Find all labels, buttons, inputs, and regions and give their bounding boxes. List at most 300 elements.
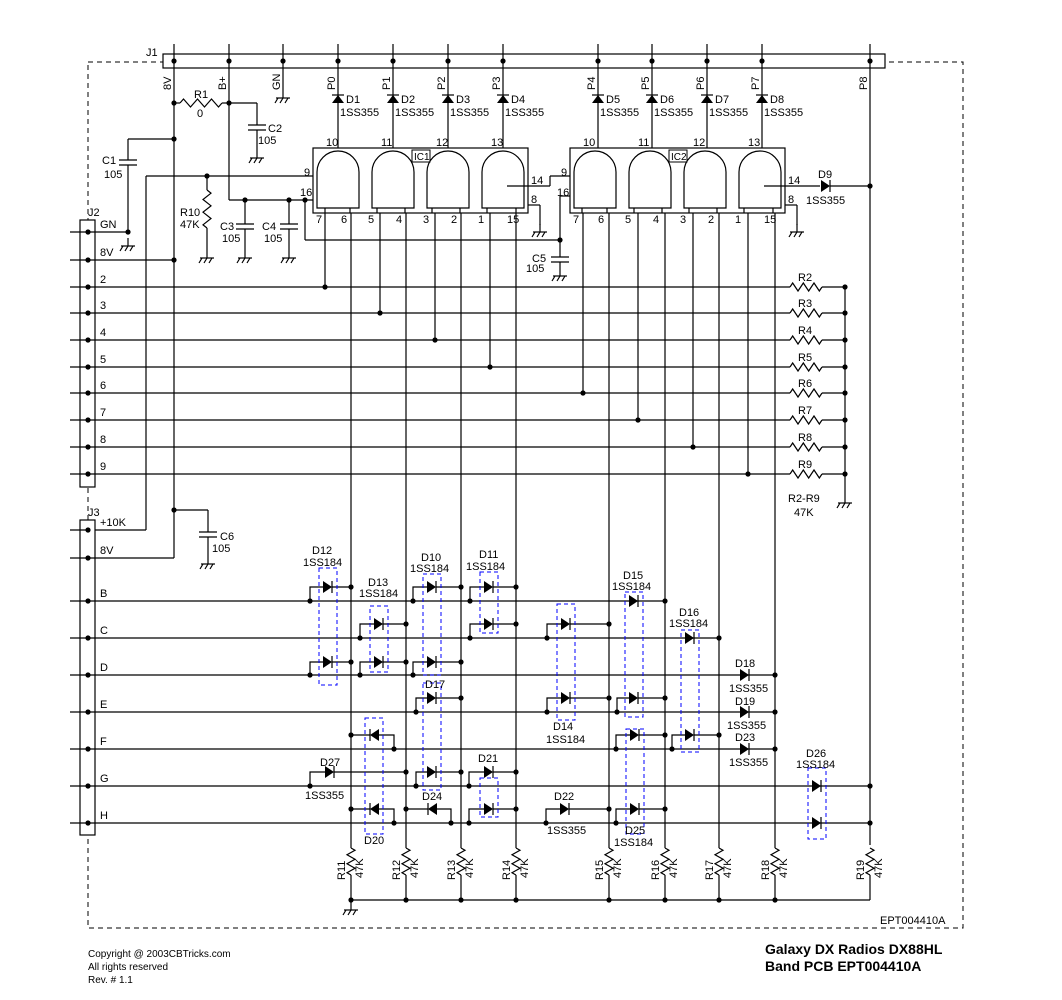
junction-dot bbox=[544, 635, 549, 640]
label: R7 bbox=[798, 405, 813, 417]
connector-pin-label: 3 bbox=[100, 300, 107, 312]
wire bbox=[547, 698, 561, 712]
label: R16 bbox=[650, 859, 662, 880]
wire bbox=[547, 624, 561, 638]
diode-array-outline bbox=[808, 768, 826, 839]
connector-pin-label: 5 bbox=[100, 354, 107, 366]
diode-symbol bbox=[756, 95, 768, 103]
ground-symbol bbox=[286, 258, 289, 263]
and-gate-symbol bbox=[574, 151, 616, 208]
connector-pin-label: 2 bbox=[100, 274, 107, 286]
wire bbox=[379, 809, 394, 823]
label: R11 bbox=[336, 860, 348, 880]
diode-ref: D17 bbox=[425, 679, 446, 691]
pin-number: 2 bbox=[451, 214, 458, 226]
diode-symbol bbox=[592, 95, 604, 103]
diode-symbol bbox=[427, 692, 436, 704]
ground-symbol bbox=[130, 246, 133, 251]
ground-symbol bbox=[204, 258, 207, 263]
connector-pin-label: 8V bbox=[162, 76, 174, 90]
diode-ref: D22 bbox=[554, 791, 575, 803]
and-gate-symbol bbox=[427, 151, 469, 208]
label: R6 bbox=[798, 378, 813, 390]
pin-number: 9 bbox=[304, 167, 311, 179]
ground-symbol bbox=[847, 503, 850, 508]
diode-value: 1SS184 bbox=[796, 759, 836, 771]
ground-symbol bbox=[200, 564, 203, 569]
junction-dot bbox=[467, 635, 472, 640]
diode-ref: D15 bbox=[623, 570, 644, 582]
wire bbox=[469, 772, 484, 786]
junction-dot bbox=[662, 806, 667, 811]
diode-triangle bbox=[630, 729, 639, 741]
label: 47K bbox=[354, 858, 366, 878]
diode-value: 1SS355 bbox=[547, 825, 587, 837]
label: 47K bbox=[464, 858, 476, 878]
label: 105 bbox=[264, 233, 283, 245]
diode-symbol bbox=[374, 618, 383, 630]
connector-pin-label: P7 bbox=[750, 76, 762, 90]
diode-triangle bbox=[387, 95, 399, 103]
pin-number: 1 bbox=[735, 214, 742, 226]
board-outline bbox=[88, 62, 963, 928]
ground-symbol bbox=[125, 246, 128, 251]
label: C4 bbox=[262, 221, 277, 233]
ground-symbol bbox=[210, 564, 213, 569]
label: R15 bbox=[594, 859, 606, 880]
junction-dot bbox=[458, 584, 463, 589]
connector-pin-label: B+ bbox=[217, 76, 229, 90]
diode-triangle bbox=[560, 803, 569, 815]
label: R10 bbox=[180, 207, 201, 219]
diode-symbol bbox=[427, 656, 436, 668]
diode-ref: D27 bbox=[320, 757, 341, 769]
diode-symbol bbox=[561, 692, 570, 704]
pin-number: 7 bbox=[573, 214, 580, 226]
diode-triangle bbox=[427, 581, 436, 593]
resistor-symbol bbox=[790, 283, 822, 291]
junction-dot bbox=[662, 732, 667, 737]
ic-ref: IC1 bbox=[414, 152, 430, 163]
wire bbox=[416, 698, 427, 712]
connector-pin-label: C bbox=[100, 625, 108, 637]
ic-ref: IC2 bbox=[671, 152, 687, 163]
connector-pin-label: 4 bbox=[100, 327, 107, 339]
wire bbox=[360, 662, 374, 675]
junction-dot bbox=[391, 820, 396, 825]
label: R5 bbox=[798, 352, 813, 364]
label: R2 bbox=[798, 272, 813, 284]
label: 105 bbox=[104, 169, 123, 181]
ground-symbol bbox=[281, 258, 284, 263]
junction-dot bbox=[513, 806, 518, 811]
junction-dot bbox=[867, 820, 872, 825]
diode-symbol bbox=[370, 803, 379, 815]
connector-pin-label: +10K bbox=[100, 517, 126, 529]
connector-pin-label: F bbox=[100, 736, 107, 748]
diode-triangle bbox=[374, 618, 383, 630]
and-gate-symbol bbox=[372, 151, 414, 208]
pin-number: 1 bbox=[478, 214, 485, 226]
label: 1SS355 bbox=[395, 107, 435, 119]
pin-number: 8 bbox=[788, 194, 795, 206]
label: D2 bbox=[401, 94, 416, 106]
pin-number: 7 bbox=[316, 214, 323, 226]
junction-dot bbox=[307, 672, 312, 677]
label: 47K bbox=[180, 219, 200, 231]
resistor-symbol bbox=[790, 416, 822, 424]
ground-symbol bbox=[280, 98, 283, 103]
diode-symbol bbox=[370, 729, 379, 741]
label: 47K bbox=[519, 858, 531, 878]
diode-symbol bbox=[484, 766, 493, 778]
pin-number: 13 bbox=[748, 137, 761, 149]
ground-symbol bbox=[353, 910, 356, 915]
connector-pin-label: P3 bbox=[491, 76, 503, 90]
ground-symbol bbox=[542, 232, 545, 237]
junction-dot bbox=[403, 806, 408, 811]
connector-pin-label: P2 bbox=[436, 76, 448, 90]
diode-triangle bbox=[630, 803, 639, 815]
label: R13 bbox=[446, 859, 458, 880]
diode-triangle bbox=[740, 743, 749, 755]
diode-value: 1SS184 bbox=[669, 618, 709, 630]
diode-value: 1SS184 bbox=[359, 588, 399, 600]
rights: All rights reserved bbox=[88, 962, 169, 973]
diode-symbol bbox=[646, 95, 658, 103]
label: D7 bbox=[715, 94, 730, 106]
label: 1SS355 bbox=[505, 107, 545, 119]
diode-triangle bbox=[484, 766, 493, 778]
wire bbox=[310, 662, 323, 675]
drawing-subtitle: Band PCB EPT004410A bbox=[765, 958, 922, 974]
diode-triangle bbox=[427, 692, 436, 704]
wire bbox=[379, 735, 394, 749]
junction-dot bbox=[772, 897, 777, 902]
label: C1 bbox=[102, 155, 117, 167]
connector-pin-label: GN bbox=[100, 219, 117, 231]
junction-dot bbox=[606, 897, 611, 902]
label: 1SS355 bbox=[340, 107, 380, 119]
diode-triangle bbox=[756, 95, 768, 103]
junction-dot bbox=[513, 584, 518, 589]
diode-symbol bbox=[497, 95, 509, 103]
ground-symbol bbox=[199, 258, 202, 263]
diode-symbol bbox=[812, 817, 821, 829]
diode-ref: D11 bbox=[479, 549, 499, 561]
connector-ref: J1 bbox=[146, 47, 158, 59]
label: R14 bbox=[501, 859, 513, 880]
diode-ref: D21 bbox=[478, 753, 499, 765]
connector-pin-label: E bbox=[100, 699, 108, 711]
diode-symbol bbox=[387, 95, 399, 103]
resistor-symbol bbox=[790, 309, 822, 317]
ground-symbol bbox=[237, 258, 240, 263]
diode-symbol bbox=[484, 803, 493, 815]
junction-dot bbox=[403, 621, 408, 626]
label: 1SS355 bbox=[450, 107, 490, 119]
label: D8 bbox=[770, 94, 785, 106]
pin-number: 12 bbox=[693, 137, 706, 149]
label: 105 bbox=[526, 263, 545, 275]
diode-triangle bbox=[427, 656, 436, 668]
junction-dot bbox=[348, 806, 353, 811]
label: C2 bbox=[268, 123, 283, 135]
label: D1 bbox=[346, 94, 361, 106]
junction-dot bbox=[348, 732, 353, 737]
diode-triangle bbox=[629, 692, 638, 704]
pin-number: 5 bbox=[625, 214, 632, 226]
diode-value: 1SS355 bbox=[305, 790, 345, 802]
diode-value: 1SS184 bbox=[614, 837, 654, 849]
pin-number: 10 bbox=[326, 137, 339, 149]
label: 105 bbox=[222, 233, 241, 245]
label: R3 bbox=[798, 298, 813, 310]
diode-value: 1SS184 bbox=[612, 581, 652, 593]
diode-ref: D19 bbox=[735, 696, 756, 708]
diode-symbol bbox=[427, 766, 436, 778]
diode-ref: D24 bbox=[422, 791, 443, 803]
diode-ref: D13 bbox=[368, 577, 389, 589]
ground-symbol bbox=[343, 910, 346, 915]
junction-dot bbox=[466, 820, 471, 825]
label: 1SS355 bbox=[764, 107, 804, 119]
diode-symbol bbox=[701, 95, 713, 103]
junction-dot bbox=[307, 598, 312, 603]
diode-value: 1SS184 bbox=[410, 563, 450, 575]
diode-symbol bbox=[427, 581, 436, 593]
pin-number: 14 bbox=[531, 175, 544, 187]
junction-dot bbox=[772, 672, 777, 677]
pin-number: 6 bbox=[598, 214, 605, 226]
revision: Rev. # 1.1 bbox=[88, 975, 133, 986]
ground-symbol bbox=[789, 232, 792, 237]
diode-symbol bbox=[442, 95, 454, 103]
diode-triangle bbox=[484, 803, 493, 815]
copyright: Copyright @ 2003CBTricks.com bbox=[88, 949, 231, 960]
ground-symbol bbox=[259, 158, 262, 163]
diode-ref: D26 bbox=[806, 748, 827, 760]
diode-ref: D16 bbox=[679, 607, 700, 619]
diode-triangle bbox=[685, 729, 694, 741]
resistor-symbol bbox=[790, 363, 822, 371]
label: R4 bbox=[798, 325, 813, 337]
diode-triangle bbox=[323, 656, 332, 668]
diode-ref: D20 bbox=[364, 835, 385, 847]
junction-dot bbox=[403, 897, 408, 902]
label: 1SS355 bbox=[709, 107, 749, 119]
diode-symbol bbox=[740, 669, 749, 681]
and-gate-symbol bbox=[482, 151, 524, 208]
connector-pin-label: H bbox=[100, 810, 108, 822]
label: C5 bbox=[532, 253, 547, 265]
junction-dot bbox=[867, 783, 872, 788]
wire bbox=[617, 698, 629, 712]
wire bbox=[416, 772, 427, 786]
diode-symbol bbox=[630, 729, 639, 741]
ground-symbol bbox=[120, 246, 123, 251]
diode-symbol bbox=[484, 618, 493, 630]
label: 47K bbox=[668, 858, 680, 878]
connector-pin-label: 7 bbox=[100, 407, 107, 419]
pin-number: 2 bbox=[708, 214, 715, 226]
diode-value: 1SS355 bbox=[729, 683, 769, 695]
pin-number: 11 bbox=[638, 137, 650, 149]
label: R17 bbox=[704, 859, 716, 880]
wire bbox=[470, 624, 484, 638]
wire bbox=[672, 735, 685, 749]
pin-number: 13 bbox=[491, 137, 504, 149]
label: D5 bbox=[606, 94, 621, 106]
connector-pin-label: P5 bbox=[640, 76, 652, 90]
diode-triangle bbox=[428, 803, 437, 815]
diode-array-outline bbox=[626, 729, 644, 834]
label: D4 bbox=[511, 94, 526, 106]
diode-symbol bbox=[630, 803, 639, 815]
diode-symbol bbox=[323, 581, 332, 593]
pin-number: 8 bbox=[531, 194, 538, 206]
diode-triangle bbox=[484, 581, 493, 593]
diode-ref: D23 bbox=[735, 732, 756, 744]
diode-triangle bbox=[484, 618, 493, 630]
junction-dot bbox=[716, 635, 721, 640]
label: R18 bbox=[760, 859, 772, 880]
label: 0 bbox=[197, 108, 204, 120]
label: R8 bbox=[798, 432, 813, 444]
resistor-symbol bbox=[790, 470, 822, 478]
label: C6 bbox=[220, 531, 235, 543]
ground-symbol bbox=[837, 503, 840, 508]
junction-dot bbox=[410, 598, 415, 603]
label: 47K bbox=[722, 858, 734, 878]
ground-symbol bbox=[842, 503, 845, 508]
diode-symbol bbox=[629, 595, 638, 607]
junction-dot bbox=[662, 695, 667, 700]
connector-ref: J3 bbox=[88, 507, 100, 519]
diode-symbol bbox=[629, 692, 638, 704]
diode-triangle bbox=[497, 95, 509, 103]
wire bbox=[616, 809, 630, 823]
connector-pin-label: 8V bbox=[100, 247, 114, 259]
diode-triangle bbox=[332, 95, 344, 103]
ground-symbol bbox=[552, 276, 555, 281]
junction-dot bbox=[544, 709, 549, 714]
junction-dot bbox=[348, 897, 353, 902]
junction-dot bbox=[606, 806, 611, 811]
connector-pin-label: D bbox=[100, 662, 108, 674]
junction-dot bbox=[716, 897, 721, 902]
diode-triangle bbox=[370, 803, 379, 815]
wire bbox=[470, 587, 484, 601]
resistor-symbol bbox=[790, 443, 822, 451]
ground-symbol bbox=[799, 232, 802, 237]
connector-pin-label: 6 bbox=[100, 380, 107, 392]
diode-triangle bbox=[685, 632, 694, 644]
diode-value: 1SS184 bbox=[466, 561, 506, 573]
junction-dot bbox=[606, 695, 611, 700]
ground-symbol bbox=[537, 232, 540, 237]
junction-dot bbox=[413, 783, 418, 788]
pin-number: 9 bbox=[561, 167, 568, 179]
pin-number: 11 bbox=[381, 137, 393, 149]
label: R19 bbox=[855, 859, 867, 880]
diode-symbol bbox=[560, 803, 569, 815]
junction-dot bbox=[466, 783, 471, 788]
wire bbox=[310, 772, 325, 786]
junction-dot bbox=[716, 732, 721, 737]
diode-symbol bbox=[740, 743, 749, 755]
ground-symbol bbox=[291, 258, 294, 263]
connector-pin-label: P0 bbox=[326, 76, 338, 90]
wire bbox=[360, 624, 374, 638]
diode-symbol bbox=[561, 618, 570, 630]
pin-number: 6 bbox=[341, 214, 348, 226]
junction-dot bbox=[391, 746, 396, 751]
junction-dot bbox=[307, 783, 312, 788]
junction-dot bbox=[580, 390, 585, 395]
pin-number: 12 bbox=[436, 137, 449, 149]
label: 1SS355 bbox=[654, 107, 694, 119]
label: 105 bbox=[212, 543, 231, 555]
label: R9 bbox=[798, 459, 813, 471]
diode-ref: D10 bbox=[421, 552, 442, 564]
connector-pin-label: 8 bbox=[100, 434, 107, 446]
diode-triangle bbox=[592, 95, 604, 103]
junction-dot bbox=[745, 471, 750, 476]
pin-number: 3 bbox=[680, 214, 687, 226]
ground-symbol bbox=[557, 276, 560, 281]
junction-dot bbox=[487, 364, 492, 369]
diode-value: 1SS355 bbox=[727, 720, 767, 732]
connector-pin-label: G bbox=[100, 773, 109, 785]
diode-ref: D18 bbox=[735, 658, 756, 670]
label: D6 bbox=[660, 94, 675, 106]
junction-dot bbox=[432, 337, 437, 342]
diode-triangle bbox=[740, 669, 749, 681]
pin-number: 4 bbox=[396, 214, 403, 226]
resistor-symbol bbox=[790, 336, 822, 344]
junction-dot bbox=[348, 584, 353, 589]
junction-dot bbox=[458, 897, 463, 902]
junction-dot bbox=[458, 695, 463, 700]
label: 47K bbox=[409, 858, 421, 878]
diode-triangle bbox=[370, 729, 379, 741]
junction-dot bbox=[662, 897, 667, 902]
diode-triangle bbox=[442, 95, 454, 103]
and-gate-symbol bbox=[739, 151, 781, 208]
diode-symbol bbox=[821, 180, 830, 192]
diode-triangle bbox=[561, 618, 570, 630]
diode-triangle bbox=[701, 95, 713, 103]
diode-triangle bbox=[629, 595, 638, 607]
junction-dot bbox=[669, 746, 674, 751]
label: 105 bbox=[258, 135, 277, 147]
diode-triangle bbox=[812, 817, 821, 829]
labels bbox=[88, 47, 946, 986]
junction-dot bbox=[357, 635, 362, 640]
junction-dot bbox=[85, 527, 90, 532]
ground-symbol bbox=[562, 276, 565, 281]
diode-symbol bbox=[428, 803, 437, 815]
connector-pin-label: P4 bbox=[586, 76, 598, 90]
ground-symbol bbox=[532, 232, 535, 237]
label: 47K bbox=[873, 858, 885, 878]
diode-ref: D14 bbox=[553, 721, 574, 733]
ground-symbol bbox=[209, 258, 212, 263]
ground-symbol bbox=[249, 158, 252, 163]
label: 47K bbox=[794, 507, 814, 519]
junction-dot bbox=[403, 769, 408, 774]
